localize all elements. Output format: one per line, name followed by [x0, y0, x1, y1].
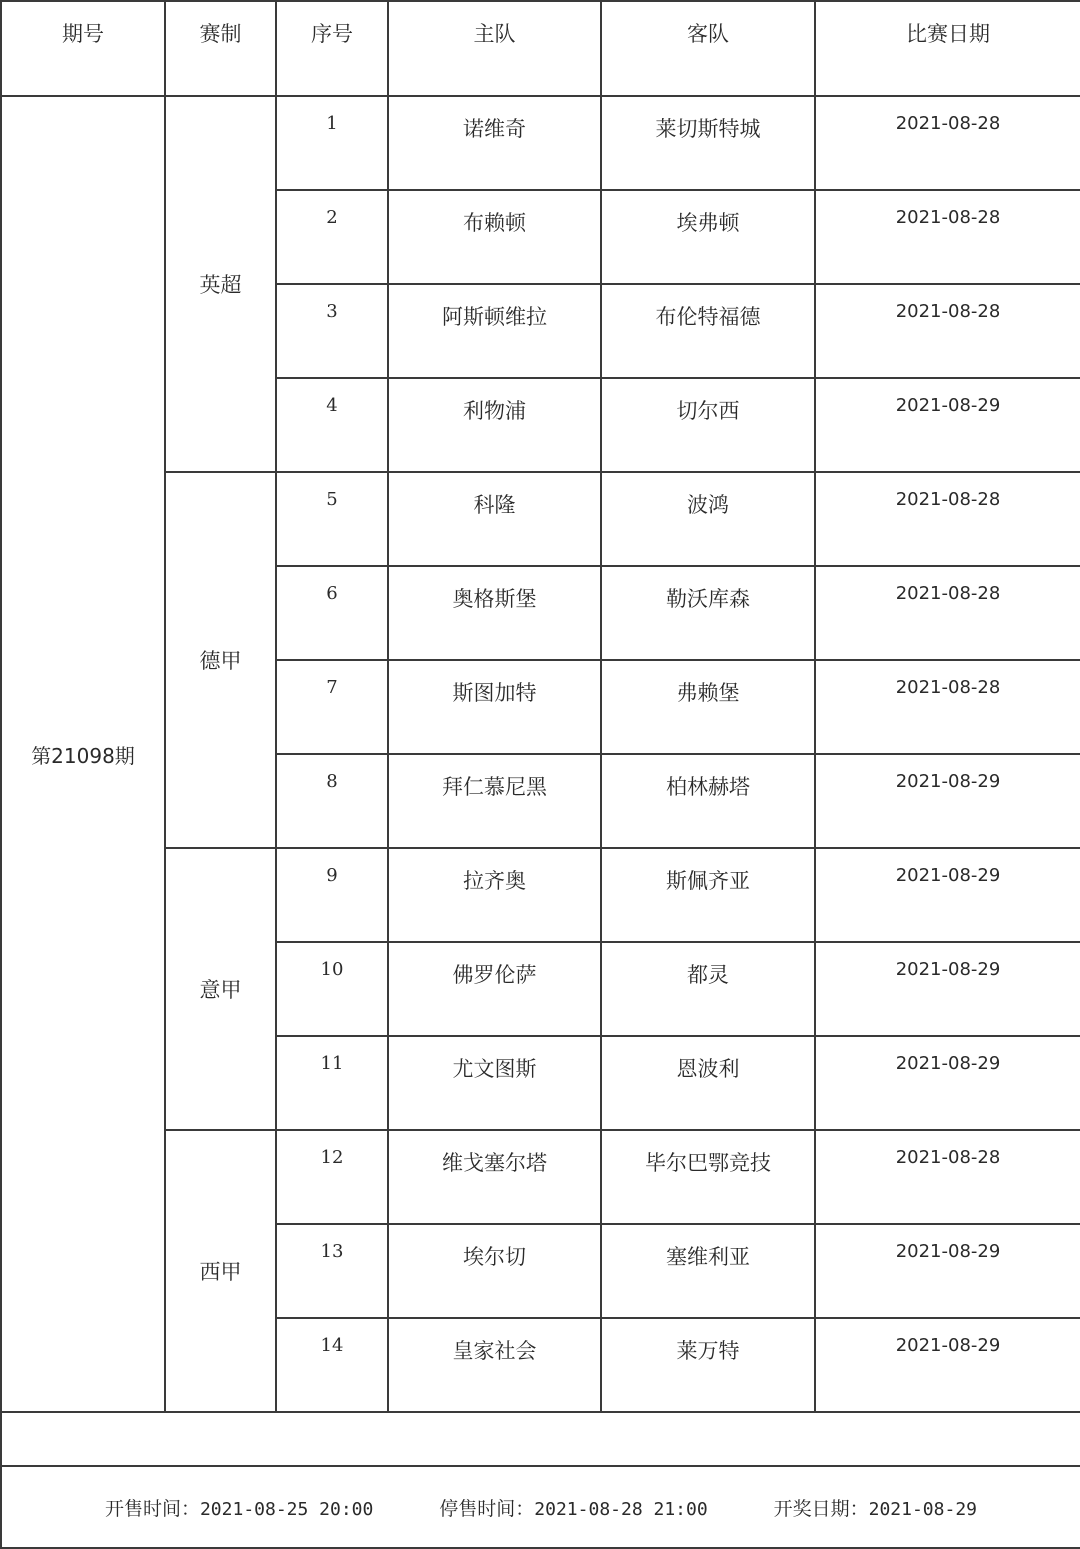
header-number: 序号 [276, 1, 388, 96]
match-date: 2021-08-29 [815, 942, 1080, 1036]
sale-stop [439, 1494, 707, 1521]
header-home-team: 主队 [388, 1, 601, 96]
home-team: 布赖顿 [388, 190, 601, 284]
home-team: 拉齐奥 [388, 848, 601, 942]
sale-start-value: 2021-08-25 20:00 [199, 1498, 374, 1520]
home-team: 皇家社会 [388, 1318, 601, 1412]
match-number: 2 [276, 190, 388, 284]
draw-date [774, 1494, 977, 1521]
match-date: 2021-08-29 [815, 1318, 1080, 1412]
away-team: 弗赖堡 [601, 660, 815, 754]
away-team: 波鸿 [601, 472, 815, 566]
away-team: 布伦特福德 [601, 284, 815, 378]
match-number: 12 [276, 1130, 388, 1224]
match-date: 2021-08-28 [815, 1130, 1080, 1224]
header-format: 赛制 [165, 1, 276, 96]
match-date: 2021-08-28 [815, 566, 1080, 660]
away-team: 毕尔巴鄂竞技 [601, 1130, 815, 1224]
match-date: 2021-08-28 [815, 190, 1080, 284]
match-number: 3 [276, 284, 388, 378]
away-team: 恩波利 [601, 1036, 815, 1130]
match-date: 2021-08-29 [815, 1036, 1080, 1130]
sale-stop-label: 停售时间： [439, 1497, 535, 1520]
home-team: 奥格斯堡 [388, 566, 601, 660]
home-team: 利物浦 [388, 378, 601, 472]
away-team: 莱万特 [601, 1318, 815, 1412]
home-team: 拜仁慕尼黑 [388, 754, 601, 848]
draw-date-value: 2021-08-29 [868, 1498, 977, 1520]
period-cell: 第21098期 [1, 96, 165, 1412]
match-number: 13 [276, 1224, 388, 1318]
home-team: 诺维奇 [388, 96, 601, 190]
footer-row [1, 1466, 1080, 1548]
sale-start-label: 开售时间： [104, 1497, 200, 1520]
away-team: 切尔西 [601, 378, 815, 472]
match-number: 10 [276, 942, 388, 1036]
match-date: 2021-08-29 [815, 754, 1080, 848]
match-number: 9 [276, 848, 388, 942]
away-team: 斯佩齐亚 [601, 848, 815, 942]
match-date: 2021-08-28 [815, 96, 1080, 190]
match-number: 7 [276, 660, 388, 754]
away-team: 勒沃库森 [601, 566, 815, 660]
header-match-date: 比赛日期 [815, 1, 1080, 96]
away-team: 塞维利亚 [601, 1224, 815, 1318]
away-team: 柏林赫塔 [601, 754, 815, 848]
sale-start [105, 1494, 373, 1521]
away-team: 埃弗顿 [601, 190, 815, 284]
league-cell: 意甲 [165, 848, 276, 1130]
match-number: 6 [276, 566, 388, 660]
home-team: 尤文图斯 [388, 1036, 601, 1130]
match-number: 8 [276, 754, 388, 848]
match-date: 2021-08-29 [815, 848, 1080, 942]
match-date: 2021-08-29 [815, 378, 1080, 472]
blank-cell [1, 1412, 1080, 1466]
home-team: 埃尔切 [388, 1224, 601, 1318]
sale-stop-value: 2021-08-28 21:00 [534, 1498, 708, 1520]
league-cell: 英超 [165, 96, 276, 472]
match-date: 2021-08-28 [815, 660, 1080, 754]
home-team: 科隆 [388, 472, 601, 566]
footer-info [2, 1467, 1080, 1547]
league-cell: 德甲 [165, 472, 276, 848]
footer-cell [1, 1466, 1080, 1548]
match-number: 11 [276, 1036, 388, 1130]
match-number: 14 [276, 1318, 388, 1412]
home-team: 阿斯顿维拉 [388, 284, 601, 378]
away-team: 都灵 [601, 942, 815, 1036]
match-number: 4 [276, 378, 388, 472]
header-period: 期号 [1, 1, 165, 96]
blank-row [1, 1412, 1080, 1466]
header-away-team: 客队 [601, 1, 815, 96]
home-team: 维戈塞尔塔 [388, 1130, 601, 1224]
match-number: 1 [276, 96, 388, 190]
match-date: 2021-08-28 [815, 284, 1080, 378]
table-row [1, 96, 1080, 190]
header-row [1, 1, 1080, 96]
draw-date-label: 开奖日期： [773, 1497, 869, 1520]
match-number: 5 [276, 472, 388, 566]
league-cell: 西甲 [165, 1130, 276, 1412]
home-team: 斯图加特 [388, 660, 601, 754]
match-date: 2021-08-29 [815, 1224, 1080, 1318]
home-team: 佛罗伦萨 [388, 942, 601, 1036]
away-team: 莱切斯特城 [601, 96, 815, 190]
match-date: 2021-08-28 [815, 472, 1080, 566]
